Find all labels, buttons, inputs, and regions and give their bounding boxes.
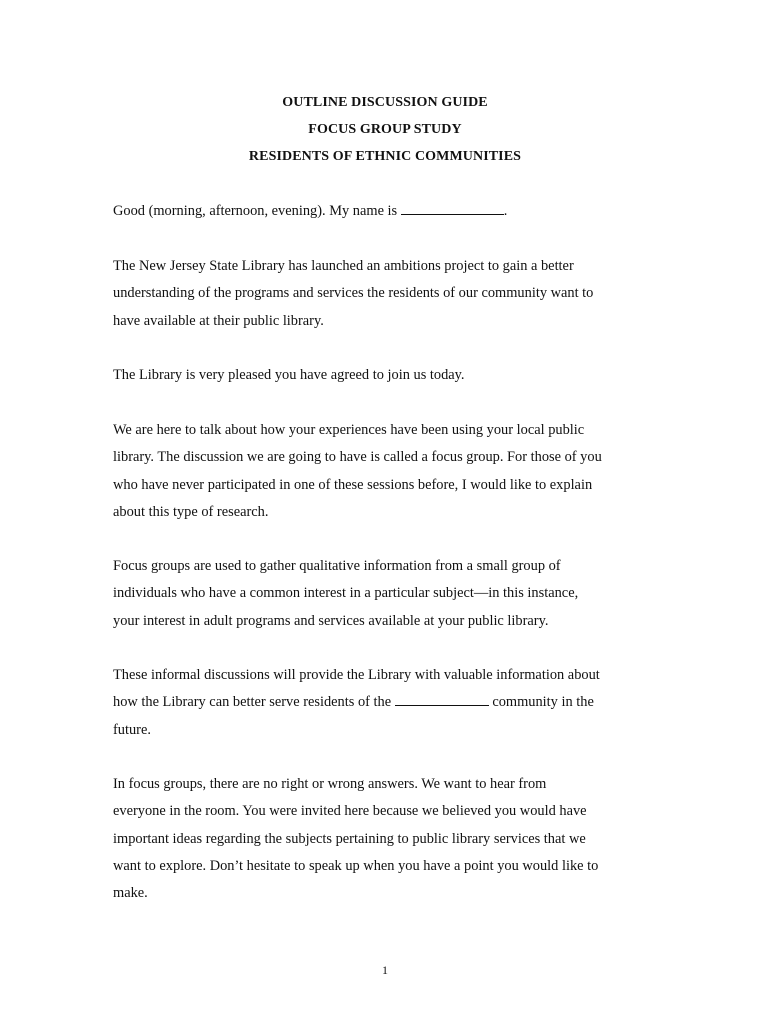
line-text-before-blank: how the Library can better serve residents of the: [113, 694, 395, 711]
paragraph-line: These informal discussions will provide the Library with valuable information about: [113, 667, 600, 683]
paragraph-line: library. The discussion we are going to have is called a focus group. For those of you: [113, 449, 602, 466]
paragraph-line: The New Jersey State Library has launched an ambitions project to gain a better: [113, 258, 574, 274]
paragraph-welcome: [113, 362, 663, 389]
paragraph-focus-groups: [113, 553, 663, 635]
paragraph-line: want to explore. Don’t hesitate to speak up when you have a point you would like to: [113, 857, 599, 874]
name-blank: [401, 203, 504, 215]
paragraph-discussions: [113, 662, 663, 744]
paragraph-line: The Library is very pleased you have agreed to join us today.: [113, 367, 465, 383]
paragraph-line: understanding of the programs and services the residents of our community want to: [113, 285, 594, 302]
paragraph-line: future.: [113, 721, 151, 738]
paragraph-line: your interest in adult programs and services available at your public library.: [113, 612, 549, 629]
paragraph-line: everyone in the room. You were invited here because we believed you would have: [113, 803, 587, 820]
paragraph-line: make.: [113, 885, 148, 902]
paragraph-line: have available at their public library.: [113, 312, 324, 329]
line-text-after-blank: community in the: [488, 694, 594, 711]
paragraph-project: [113, 253, 663, 335]
paragraph-line: important ideas regarding the subjects pertaining to public library services that we: [113, 830, 586, 847]
page-number: 1: [382, 963, 388, 977]
paragraph-line: about this type of research.: [113, 503, 269, 520]
paragraph-ground-rules: [113, 771, 663, 907]
document-title-line-1: OUTLINE DISCUSSION GUIDE: [282, 95, 488, 110]
paragraph-line: individuals who have a common interest in a particular subject—in this instance,: [113, 585, 579, 602]
paragraph-line: In focus groups, there are no right or wrong answers. We want to hear from: [113, 776, 547, 792]
paragraph-line: We are here to talk about how your experiences have been using your local public: [113, 422, 585, 438]
paragraph-purpose: [113, 417, 663, 526]
document-title-line-2: FOCUS GROUP STUDY: [308, 122, 462, 137]
document-title-line-3: RESIDENTS OF ETHNIC COMMUNITIES: [248, 149, 522, 164]
community-blank: [395, 694, 489, 706]
greeting-end: .: [503, 203, 508, 219]
paragraph-line-with-blank: [113, 689, 663, 716]
greeting-text: Good (morning, afternoon, evening). My name is: [113, 203, 401, 219]
greeting-paragraph: [113, 198, 663, 225]
paragraph-line: Focus groups are used to gather qualitative information from a small group of: [113, 558, 561, 574]
greeting-line: [113, 198, 663, 225]
paragraph-line: who have never participated in one of these sessions before, I would like to explain: [113, 476, 593, 493]
